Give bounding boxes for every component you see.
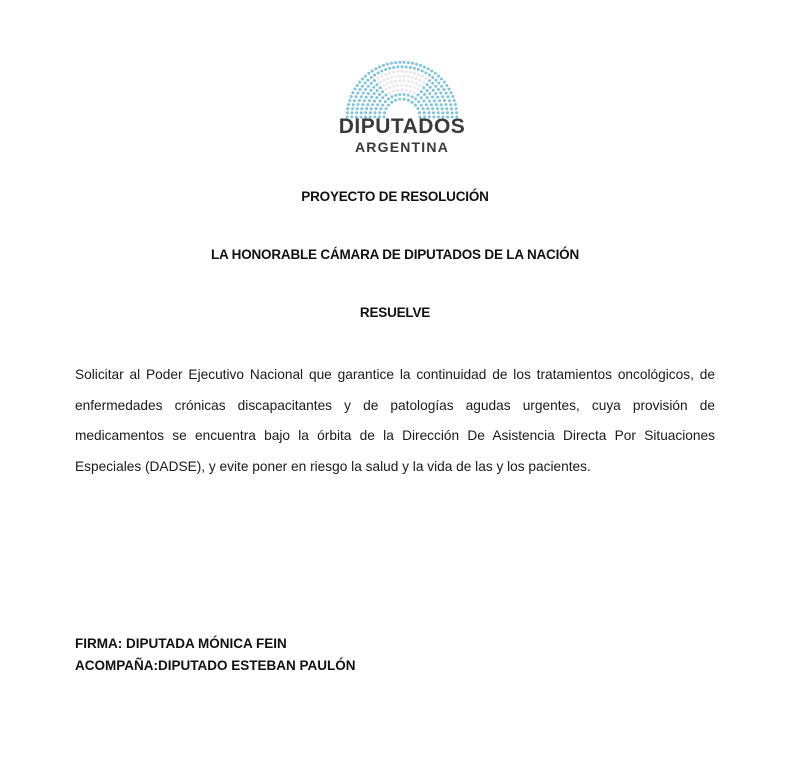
diputados-logo — [322, 55, 482, 180]
signature-line: FIRMA: DIPUTADA MÓNICA FEIN — [75, 636, 287, 651]
accompanied-by-line: ACOMPAÑA:DIPUTADO ESTEBAN PAULÓN — [75, 658, 356, 673]
logo-title: DIPUTADOS — [338, 115, 466, 138]
hemicycle-icon — [342, 61, 462, 119]
logo-subtitle: ARGENTINA — [354, 139, 450, 155]
chamber-heading: LA HONORABLE CÁMARA DE DIPUTADOS DE LA NACIÓN — [211, 247, 579, 262]
document-type-heading: PROYECTO DE RESOLUCIÓN — [301, 189, 489, 204]
resolution-body: Solicitar al Poder Ejecutivo Nacional que garantice la continuidad de los tratamientos oncológicos, de enfermedades crónicas discapacitantes y de patologías agudas urgentes, cuya provisión de medicamentos se encuentra bajo la órbita de la Dirección De Asistencia Directa Por Situaciones Especiales (DADSE), y evite poner en riesgo la salud y la vida de las y los pacientes. — [75, 367, 715, 474]
resolve-heading: RESUELVE — [359, 305, 431, 320]
